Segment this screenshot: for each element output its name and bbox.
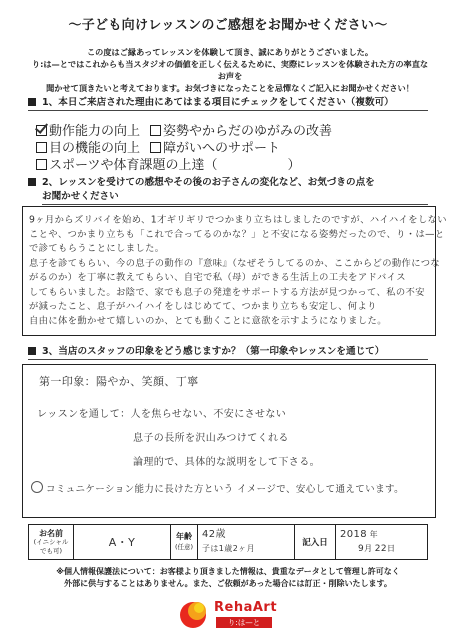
respondent-info-table xyxy=(28,524,428,560)
intro-line: この度はご縁あってレッスンを体験して頂き、誠にありがとうございました。 xyxy=(86,47,374,57)
handwriting-line: 息子を診てもらい、今の息子の動作の『意味』（なぜそうしてるのか、ここからどの動作につな xyxy=(29,258,441,269)
logo-mark-icon xyxy=(178,598,212,630)
handwriting-line: で診てもらうことにしました。 xyxy=(29,243,165,254)
day-value: 22 xyxy=(374,544,387,554)
handwriting-line: 9ヶ月からズリバイを始め、1才ギリギリでつかまり立ちはしましたのですが、ハイハイをしない xyxy=(29,214,447,226)
checkbox-icon[interactable] xyxy=(150,125,161,136)
year-label: 年 xyxy=(369,530,378,539)
option-label: スポーツや体育課題の上達（ xyxy=(49,158,218,173)
handwriting-text: コミュニケーション能力に長けた方という イメージで、安心して通えています。 xyxy=(46,484,405,495)
option-label: 目の機能の向上 xyxy=(49,141,141,156)
privacy-line: ※個人情報保護法について：お客様より頂きました情報は、貴重なデータとして管理し許可なく xyxy=(56,567,400,576)
intro-line: 聞かせて頂きたいと考えております。お気づきになったことを忌憚なくご記入にお聞かせください！ xyxy=(46,83,414,93)
section3-heading xyxy=(28,343,428,360)
privacy-notice xyxy=(0,566,456,590)
handwriting-line: がるのか）を丁寧に教えてもらい、自宅で私（母）ができる生活上の工夫をアドバイス xyxy=(29,272,406,283)
handwriting-line: 自由に体を動かせて嬉しいのか、とても動くことに意欲を示すようになりました。 xyxy=(29,315,387,326)
checkbox-icon[interactable] xyxy=(36,142,47,153)
checkbox-checked-icon[interactable] xyxy=(36,125,47,136)
date-field[interactable] xyxy=(336,525,428,560)
page-title: 〜子ども向けレッスンのご感想をお聞かせください〜 xyxy=(68,18,388,33)
name-field[interactable] xyxy=(74,525,171,560)
option-label: 動作能力の向上 xyxy=(49,124,141,139)
handwriting-line: 第一印象：陽やか、笑顔、丁寧 xyxy=(39,375,199,388)
date-label-cell xyxy=(295,525,336,560)
age-value: 42歳 xyxy=(202,529,226,540)
handwriting-line: が減ったこと、息子がハイハイをしはじめてて、つかまり立ちも安定し、何より xyxy=(29,301,377,312)
impressions-box[interactable] xyxy=(22,206,447,336)
option-label: 障がいへのサポート xyxy=(163,141,281,156)
name-label-note: (イニシャル xyxy=(33,537,69,546)
section2-heading-text: 2、レッスンを受けての感想やその後のお子さんの変化など、お気づきの点を xyxy=(42,177,375,188)
bullet-square-icon xyxy=(28,98,36,106)
section2-heading-2: お聞かせください xyxy=(42,188,428,205)
handwriting-line: ことや、つかまり立ちも「これで合ってるのかな？」と不安になる姿勢だったので、り・は—と xyxy=(29,229,445,240)
smile-doodle-icon xyxy=(31,481,43,493)
day-label: 日 xyxy=(386,544,395,553)
logo-subtext: り:は—と xyxy=(216,617,272,628)
rehaart-logo xyxy=(178,598,288,630)
checkbox-icon[interactable] xyxy=(36,159,47,170)
handwriting-line-last xyxy=(31,481,404,495)
child-age-value: 子は1歳2ヶ月 xyxy=(202,544,255,553)
logo-text: RehaArt xyxy=(214,600,278,615)
handwriting-line: してもらいました。お陰で、家でも息子の発達をサポートする方法が見つかって、私の不安 xyxy=(29,286,425,298)
section1-heading-text: 1、本日ご来店された理由にあてはまる項目にチェックをしてください（複数可） xyxy=(42,97,394,108)
option-label: 姿勢やからだのゆがみの改善 xyxy=(163,124,333,139)
age-field[interactable] xyxy=(198,525,295,560)
staff-impression-box[interactable] xyxy=(22,364,436,518)
section1-heading xyxy=(28,94,428,111)
name-label-cell xyxy=(29,525,74,560)
privacy-line: 外部に供与することはありません。また、ご依頼があった場合には訂正・削除いたします。 xyxy=(64,579,392,588)
year-value: 2018 xyxy=(340,529,368,540)
checkbox-icon[interactable] xyxy=(150,142,161,153)
name-value: A・Y xyxy=(108,536,136,549)
option-suffix: ） xyxy=(287,158,301,173)
name-label: お名前 xyxy=(39,528,63,538)
section3-heading-text: 3、当店のスタッフの印象をどう感じますか？（第一印象やレッスンを通じて） xyxy=(42,346,385,357)
handwriting-line: 論理的で、具体的な説明をして下さる。 xyxy=(133,457,320,468)
month-label: 月 xyxy=(364,544,373,553)
handwriting-line: 息子の長所を沢山みつけてくれる xyxy=(133,433,289,444)
impressions-handwriting xyxy=(29,213,447,328)
intro-line: り:は—とではこれからも当スタジオの価値を正しく伝えるために、実際にレッスンを体験された方の率直なお声を xyxy=(31,59,429,81)
option-sports[interactable] xyxy=(36,154,301,173)
handwriting-line: レッスンを通して：人を焦らせない、不安にさせない xyxy=(37,409,287,420)
bullet-square-icon xyxy=(28,347,36,355)
age-label-cell xyxy=(171,525,198,560)
intro-text xyxy=(30,46,430,94)
name-label-note: でも可) xyxy=(39,546,63,555)
date-label: 記入日 xyxy=(302,538,328,548)
bullet-square-icon xyxy=(28,178,36,186)
age-label: 年齢 xyxy=(176,532,192,541)
month-value: 9 xyxy=(358,544,365,554)
age-label-note: (任意) xyxy=(174,543,194,551)
